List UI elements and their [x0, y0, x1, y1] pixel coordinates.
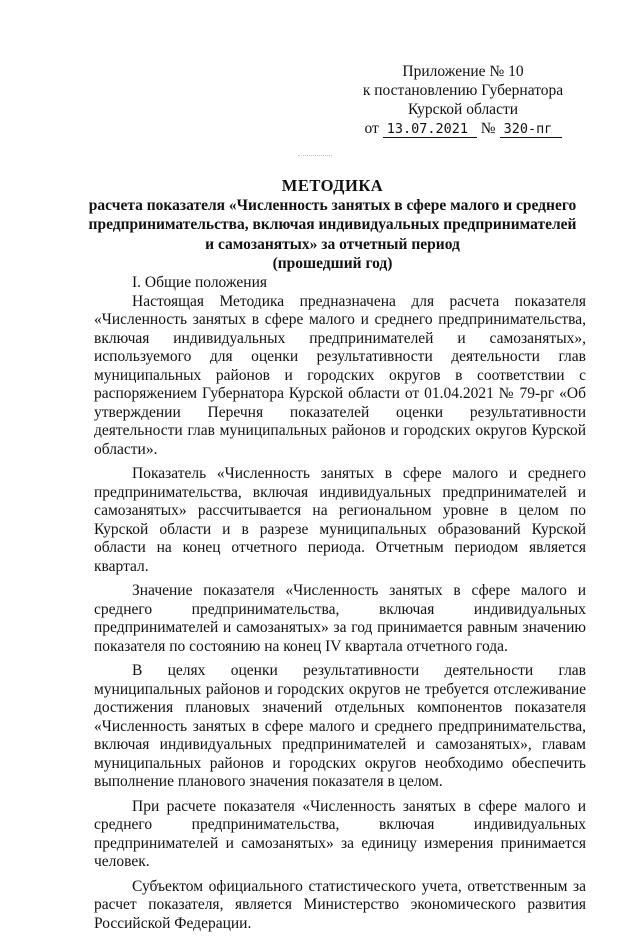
heading-line-2: предпринимательства, включая индивидуальных предпринимателей [88, 216, 577, 233]
paragraph: Показатель «Численность занятых в сфере малого и среднего предпринимательства, включая индивидуальных предпринимателей и самозанятых» рассчитывается на региональном уровне в целом по Курской области и в разрезе муниципальных образований Курской области на конец отчетного периода. Отчетным периодом является квартал. [94, 465, 586, 575]
resolution-date: 13.07.2021 [383, 121, 477, 138]
section-title: I. Общие положения [132, 274, 268, 291]
paragraph: При расчете показателя «Численность занятых в сфере малого и среднего предпринимательства, включая индивидуальных предпринимателей и самозанятых» за единицу измерения принимается человек. [94, 797, 586, 870]
attachment-date-row [348, 119, 578, 138]
attachment-number: Приложение № 10 [402, 63, 524, 80]
heading-line-3: и самозанятых» за отчетный период [205, 235, 460, 253]
attachment-region: Курской области [407, 101, 519, 118]
paragraph: В целях оценки результативности деятельности глав муниципальных районов и городских округов не требуется отслеживание достижения плановых значений отдельных компонентов показателя «Численность занятых в сфере малого и среднего предпринимательства, включая индивидуальных предпринимателей и самозанятых», главам муниципальных районов и городских округов необходимо обеспечить выполнение планового значения показателя в целом. [94, 662, 586, 790]
date-prefix-label: от [364, 120, 379, 137]
number-label: № [480, 120, 496, 137]
document-body [94, 274, 586, 939]
paragraph: Настоящая Методика предназначена для расчета показателя «Численность занятых в сфере малого и среднего предпринимательства, включая индивидуальных предпринимателей и самозанятых», используемого для оценки результативности деятельности глав муниципальных районов и городских округов в соответствии с распоряжением Губернатора Курской области от 01.04.2021 № 79-рг «Об утверждении Перечня показателей оценки результативности деятельности глав муниципальных районов и городских округов Курской области». [94, 292, 586, 458]
paragraph: Субъектом официального статистического учета, ответственным за расчет показателя, является Министерство экономического развития Российской Федерации. [94, 877, 586, 932]
document-title: МЕТОДИКА [281, 176, 384, 195]
attachment-block [348, 62, 578, 138]
resolution-number: 320-пг [500, 121, 562, 138]
paragraph: Значение показателя «Численность занятых в сфере малого и среднего предпринимательства, включая индивидуальных предпринимателей и самозанятых» за год принимается равным значению показателя по состоянию на конец IV квартала отчетного года. [94, 582, 586, 655]
heading-line-4: (прошедший год) [272, 255, 393, 272]
heading-line-1: расчета показателя «Численность занятых в сфере малого и среднего [88, 196, 577, 214]
scan-artifact [298, 155, 332, 158]
attachment-resolution-ref: к постановлению Губернатора [362, 82, 564, 99]
document-heading [80, 176, 585, 274]
